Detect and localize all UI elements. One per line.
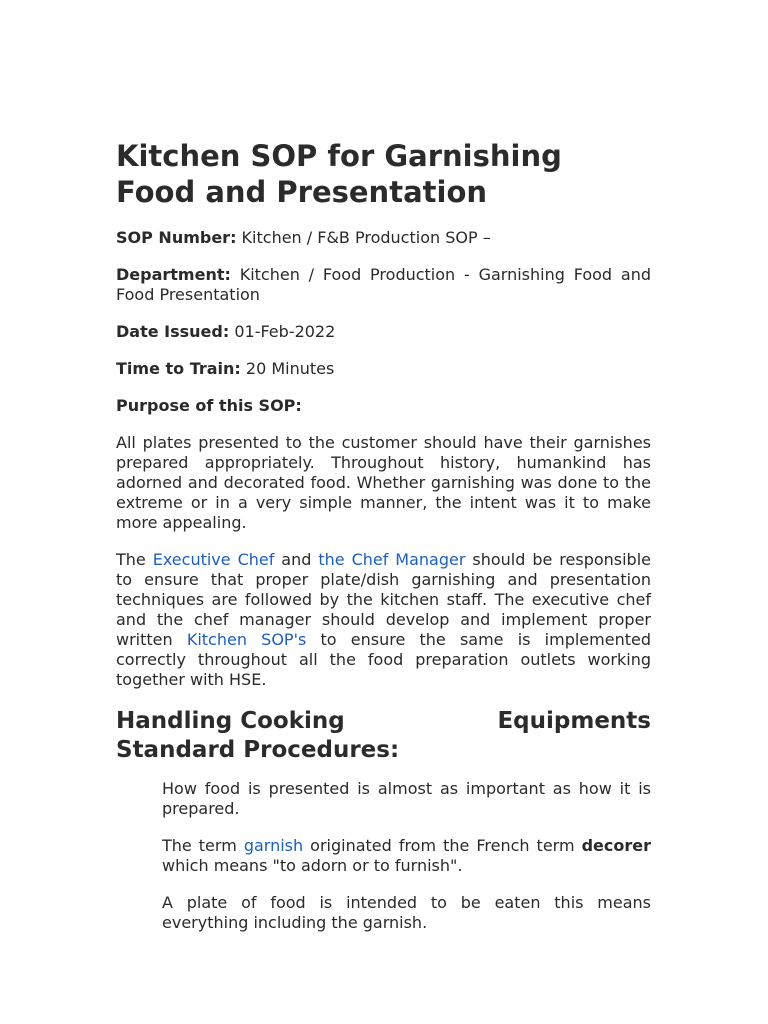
section-heading-line-1: [116, 707, 651, 736]
date-issued-value: 01-Feb-2022: [229, 322, 336, 341]
section-heading-part-2: Equipments: [497, 708, 651, 734]
sop-number-value: Kitchen / F&B Production SOP –: [236, 228, 491, 247]
responsibility-paragraph: [116, 550, 651, 690]
procedure-2-text-1: The term: [162, 836, 244, 855]
procedure-paragraph-1: How food is presented is almost as important as how it is prepared.: [162, 779, 651, 818]
responsibility-text-4: to ensure the same is implemented correctly throughout all the food preparation outlets working together with HSE.: [116, 630, 651, 689]
purpose-paragraph: All plates presented to the customer should have their garnishes prepared appropriately. Throughout history, humankind has adorned and decorated food. Whether garnishing was done to the extreme or in a very simple manner, the intent was it to make more appealing.: [116, 433, 651, 532]
chef-manager-link[interactable]: the Chef Manager: [318, 550, 466, 569]
procedure-paragraph-2: [162, 836, 651, 876]
date-issued-line: [116, 322, 651, 342]
page-title: Kitchen SOP for Garnishing Food and Presentation: [116, 139, 562, 209]
department-label: Department:: [116, 265, 231, 284]
responsibility-text-3: should be responsible to ensure that proper plate/dish garnishing and presentation techniques are followed by the kitchen staff. The executive chef and the chef manager should develop and implement proper written: [116, 550, 652, 649]
section-heading: [116, 707, 651, 765]
time-to-train-value: 20 Minutes: [240, 359, 335, 378]
sop-number-line: [116, 228, 651, 248]
executive-chef-link[interactable]: Executive Chef: [152, 550, 275, 569]
time-to-train-label: Time to Train:: [116, 359, 241, 378]
sop-number-label: SOP Number:: [116, 228, 237, 247]
department-value: Kitchen / Food Production - Garnishing Food and Food Presentation: [116, 265, 651, 304]
purpose-heading-text: Purpose of this SOP:: [116, 396, 302, 415]
procedure-paragraph-3: A plate of food is intended to be eaten this means everything including the garnish.: [162, 893, 651, 932]
time-to-train-line: [116, 359, 651, 379]
section-heading-part-3: Standard Procedures:: [116, 737, 400, 763]
responsibility-text-2: and: [274, 550, 319, 569]
procedures-block: [116, 779, 651, 933]
department-line: [116, 265, 651, 305]
decorer-term: decorer: [581, 836, 652, 855]
responsibility-text-1: The: [116, 550, 153, 569]
procedure-2-text-2: originated from the French term: [303, 836, 582, 855]
procedure-2-text-3: which means "to adorn or to furnish".: [162, 856, 463, 875]
garnish-link[interactable]: garnish: [243, 836, 304, 855]
purpose-heading: [116, 396, 651, 416]
date-issued-label: Date Issued:: [116, 322, 230, 341]
document-content: [116, 138, 651, 950]
kitchen-sops-link[interactable]: Kitchen SOP's: [186, 630, 307, 649]
section-heading-part-1: Handling Cooking: [116, 708, 345, 734]
